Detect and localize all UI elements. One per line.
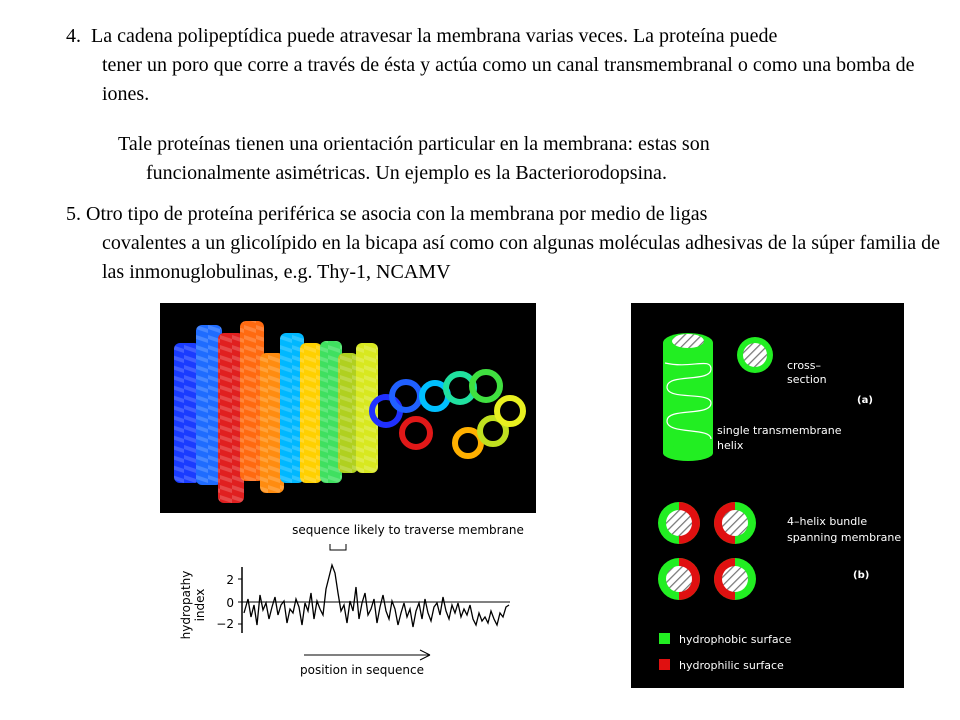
helix-diagram (631, 303, 904, 688)
legend-hydrophilic-label: hydrophilic surface (679, 659, 784, 672)
legend-hydrophilic-swatch (659, 659, 670, 670)
cross-section-core (743, 343, 767, 367)
paragraph-tale-rest: funcionalmente asimétricas. Un ejemplo es la Bacteriorodopsina. (146, 162, 667, 184)
cross-section-label-2: section (787, 373, 827, 386)
top-view-helices (372, 372, 523, 456)
hydropathy-ylabel-1: hydropathy (179, 570, 193, 640)
paragraph-4 (66, 22, 946, 109)
hydropathy-plot (160, 515, 536, 690)
label-a: (a) (857, 395, 873, 406)
tick-label-0: 0 (226, 596, 234, 610)
legend-hydrophobic-label: hydrophobic surface (679, 633, 792, 646)
paragraph-4-number: 4. (66, 25, 81, 47)
hydropathy-ylabel-2: index (193, 588, 207, 622)
annotation-bracket (330, 544, 346, 550)
label-b: (b) (853, 570, 870, 581)
paragraph-tale (118, 130, 918, 188)
legend-hydrophobic-swatch (659, 633, 670, 644)
single-helix-label-1: single transmembrane (717, 424, 842, 437)
cross-section-label-1: cross– (787, 359, 822, 372)
paragraph-4-line1: La cadena polipeptídica puede atravesar la membrana varias veces. La proteína puede (91, 25, 778, 47)
paragraph-tale-line1: Tale proteínas tienen una orientación particular en la membrana: estas son (118, 133, 710, 155)
bundle-label-2: spanning membrane (787, 531, 902, 544)
paragraph-4-rest: tener un poro que corre a través de ésta y actúa como un canal transmembranal o como una bomba de iones. (102, 54, 915, 105)
paragraph-5-line1: 5. Otro tipo de proteína periférica se asocia con la membrana por medio de ligas (66, 203, 708, 225)
side-view-helices (174, 321, 378, 503)
hydropathy-trace (244, 565, 509, 627)
paragraph-5-rest: covalentes a un glicolípido en la bicapa así como con algunas moléculas adhesivas de la súper familia de las inmonuglobulinas, e.g. Thy-1, NCAMV (102, 232, 941, 283)
bacteriorhodopsin-ribbon-image (160, 303, 536, 513)
hydropathy-xlabel: position in sequence (300, 663, 424, 677)
paragraph-5 (66, 200, 946, 287)
hydropathy-annotation: sequence likely to traverse membrane (292, 523, 524, 537)
single-helix-cylinder (663, 333, 713, 461)
four-helix-bundle (658, 502, 756, 600)
tick-label-neg2: −2 (216, 617, 234, 631)
bundle-label-1: 4–helix bundle (787, 515, 868, 528)
tick-label-2: 2 (226, 573, 234, 587)
single-helix-label-2: helix (717, 439, 744, 452)
